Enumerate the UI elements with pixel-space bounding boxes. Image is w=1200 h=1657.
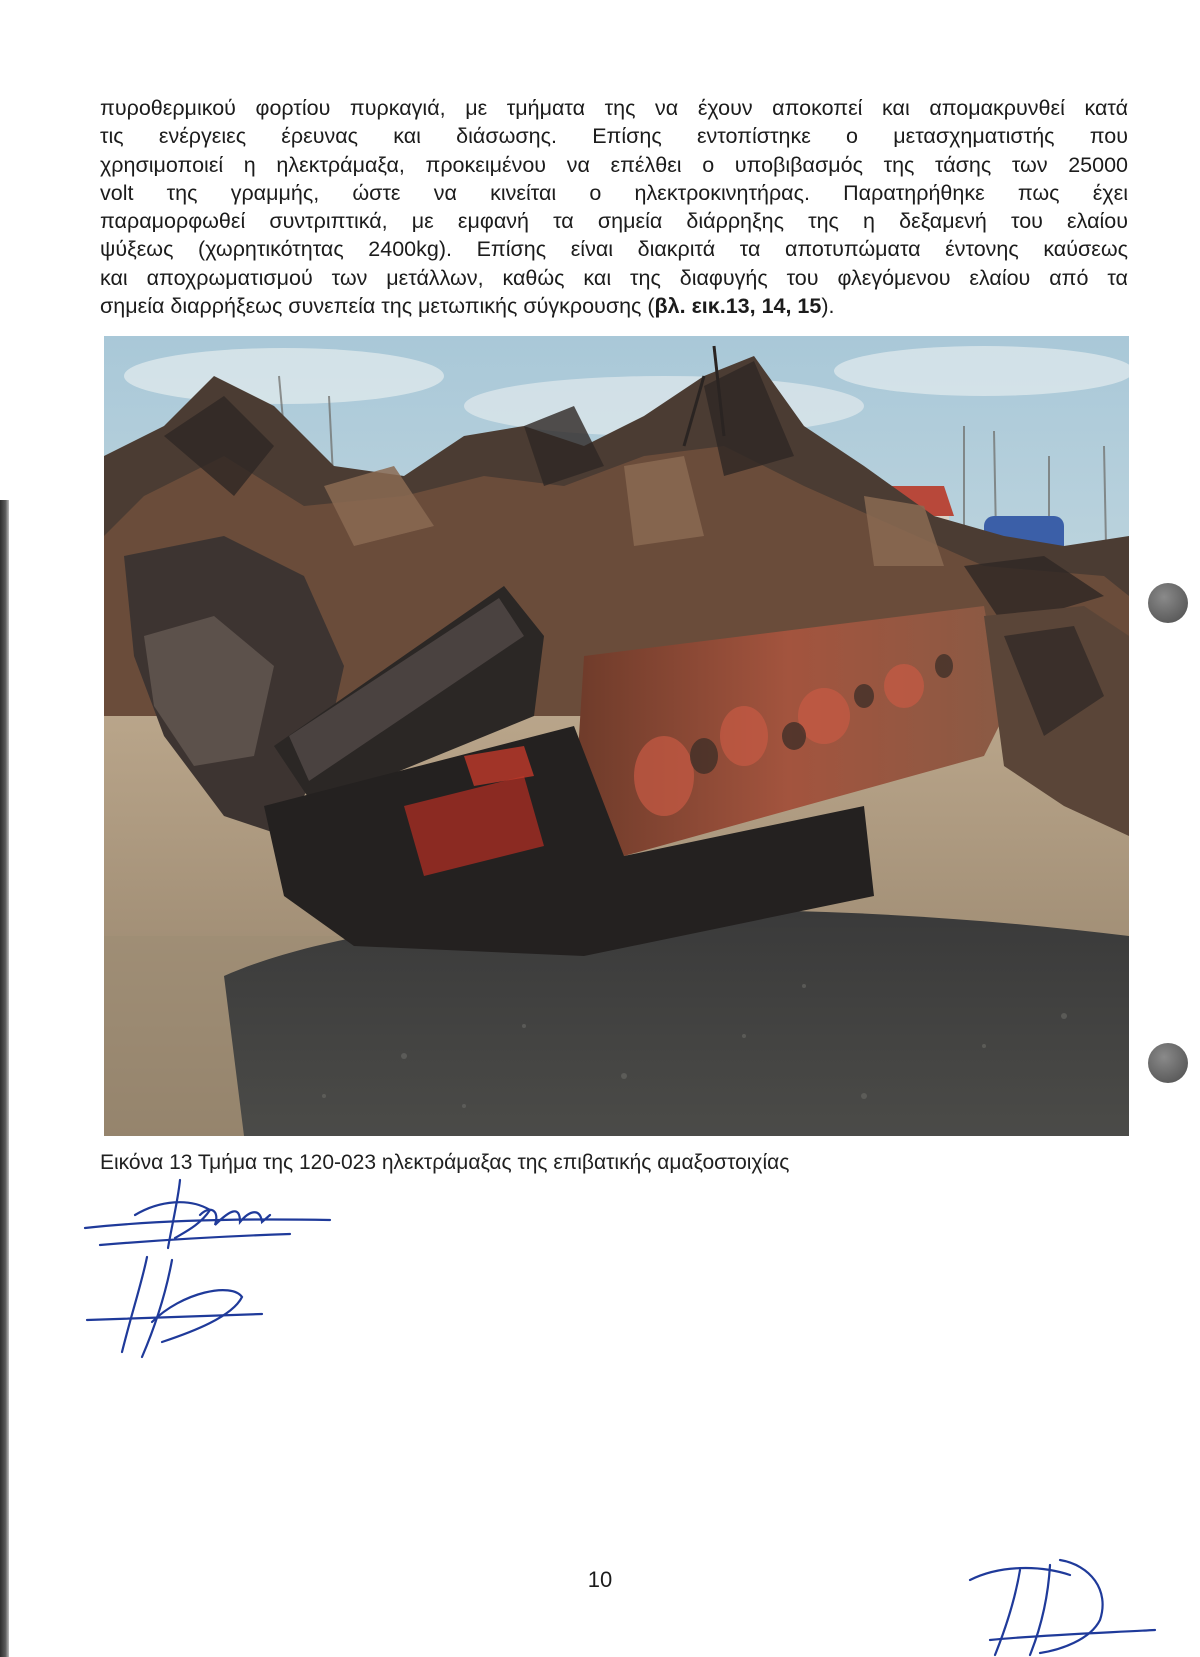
signature-3 bbox=[960, 1545, 1160, 1657]
scan-left-edge-shadow bbox=[0, 500, 9, 1657]
last-line-suffix: ). bbox=[821, 294, 835, 319]
paragraph-line-4: volt της γραμμής, ώστε να κινείται ο ηλεκτροκινητήρας. Παρατηρήθηκε πως έχει bbox=[100, 180, 1128, 205]
paragraph-line-8 bbox=[100, 292, 1128, 320]
paragraph-line-6: ψύξεως (χωρητικότητας 2400kg). Επίσης είναι διακριτά τα αποτυπώματα έντονης καύσεως bbox=[100, 237, 1128, 262]
last-line-prefix: σημεία διαρρήξεως συνεπεία της μετωπικής σύγκρουσης ( bbox=[100, 294, 655, 319]
figure-reference: βλ. εικ.13, 14, 15 bbox=[654, 294, 822, 319]
paragraph-line-3: χρησιμοποιεί η ηλεκτράμαξα, προκειμένου να επέλθει ο υποβιβασμός της τάσης των 25000 bbox=[100, 152, 1128, 177]
paragraph-line-5: παραμορφωθεί συντριπτικά, με εμφανή τα σημεία διάρρηξης της η δεξαμενή του ελαίου bbox=[100, 209, 1128, 234]
figure-caption: Εικόνα 13 Τμήμα της 120-023 ηλεκτράμαξας της επιβατικής αμαξοστοιχίας bbox=[100, 1151, 790, 1174]
signature-1 bbox=[80, 1170, 340, 1260]
paragraph-line-1: πυροθερμικού φορτίου πυρκαγιά, με τμήματα της να έχουν αποκοπεί και απομακρυνθεί κατά bbox=[100, 96, 1128, 120]
paragraph-line-2: τις ενέργειες έρευνας και διάσωσης. Επίσης εντοπίστηκε ο μετασχηματιστής που bbox=[100, 124, 1128, 149]
signature-2 bbox=[82, 1252, 282, 1362]
page-number: 10 bbox=[587, 1567, 613, 1592]
paragraph-line-7: και αποχρωματισμού των μετάλλων, καθώς και της διαφυγής του φλεγόμενου ελαίου από τα bbox=[100, 265, 1128, 290]
binder-punch-hole-bottom bbox=[1148, 1043, 1188, 1083]
body-paragraph bbox=[100, 94, 1128, 320]
binder-punch-hole-top bbox=[1148, 583, 1188, 623]
wreckage-photo bbox=[104, 336, 1129, 1136]
